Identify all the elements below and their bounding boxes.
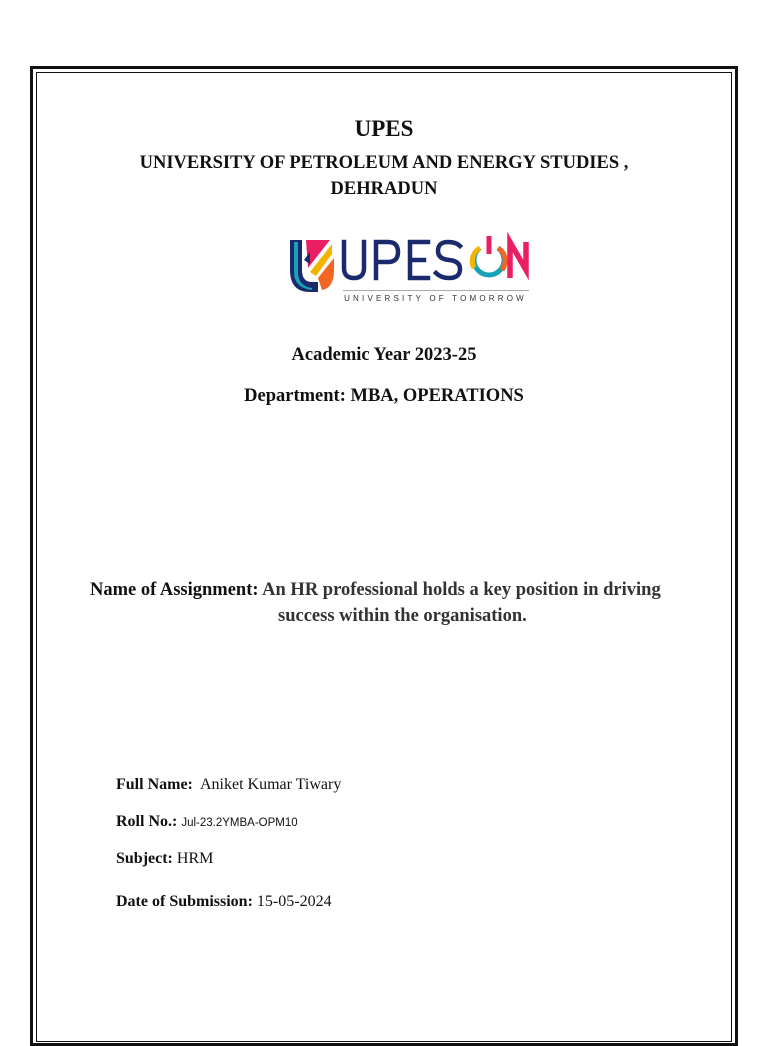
emblem-icon xyxy=(290,240,334,292)
title-upes: UPES xyxy=(354,116,414,141)
full-name-label: Full Name: xyxy=(116,776,193,793)
assignment-name xyxy=(90,577,720,629)
logo-divider xyxy=(343,290,529,291)
roll-label: Roll No.: xyxy=(116,813,178,830)
assignment-label: Name of Assignment: xyxy=(90,580,259,600)
department: Department: MBA, OPERATIONS xyxy=(244,386,524,406)
subject-value: HRM xyxy=(176,850,214,867)
university-name-line2: DEHRADUN xyxy=(330,179,438,199)
roll-row xyxy=(116,813,298,831)
logo-tagline: UNIVERSITY OF TOMORROW xyxy=(344,294,527,303)
full-name-value: Aniket Kumar Tiwary xyxy=(200,776,342,793)
date-value: 15-05-2024 xyxy=(256,893,332,910)
university-name xyxy=(36,150,732,202)
power-icon xyxy=(472,236,505,275)
roll-value: Jul-23.2YMBA-OPM10 xyxy=(181,817,298,829)
university-name-line1: UNIVERSITY OF PETROLEUM AND ENERGY STUDIES , xyxy=(139,153,629,173)
subject-row xyxy=(116,850,213,868)
date-row xyxy=(116,893,332,911)
academic-year: Academic Year 2023-25 xyxy=(291,345,477,365)
assignment-title-line2: success within the organisation. xyxy=(278,606,527,626)
assignment-title-line1: An HR professional holds a key position in driving xyxy=(262,580,661,600)
date-label: Date of Submission: xyxy=(116,893,253,910)
full-name-row xyxy=(116,776,341,794)
subject-label: Subject: xyxy=(116,850,173,867)
